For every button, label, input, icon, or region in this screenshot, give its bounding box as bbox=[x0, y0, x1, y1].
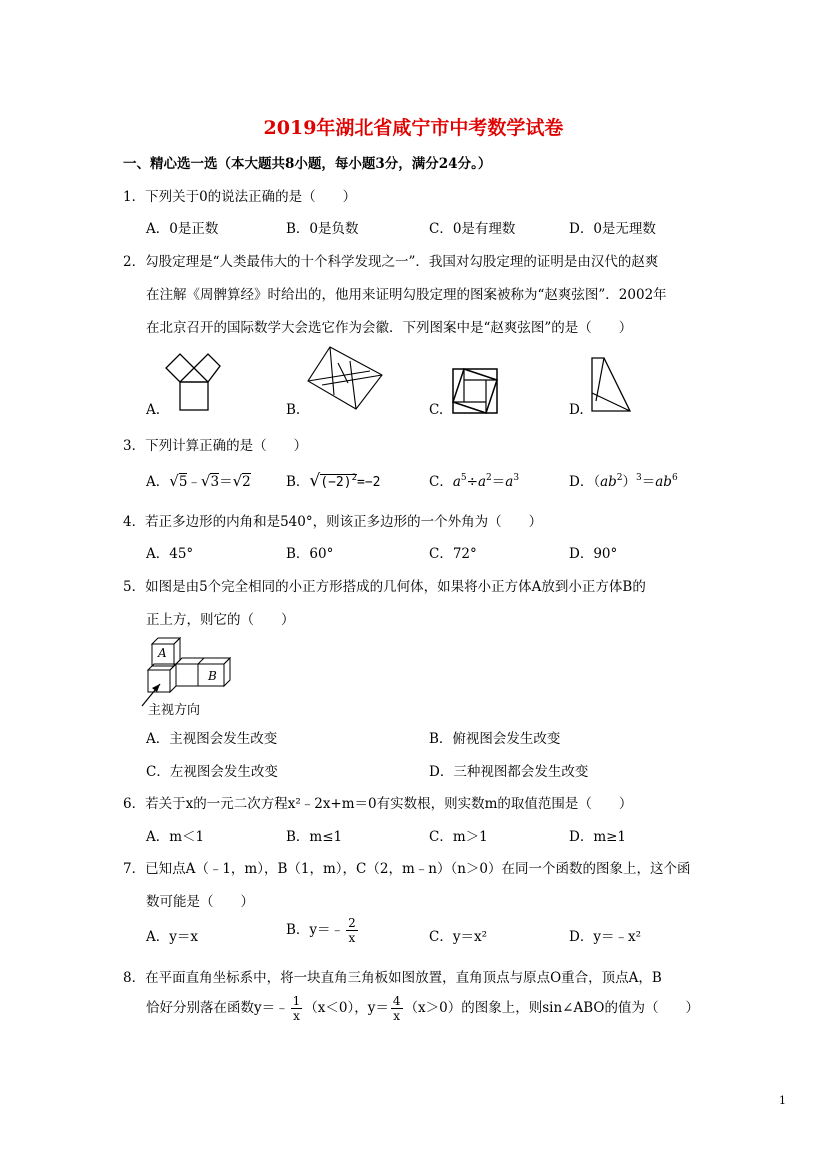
q5-option-c: C．左视图会发生改变 bbox=[146, 764, 278, 780]
q4-option-a: A．45° bbox=[146, 546, 194, 562]
q5-option-b: B．俯视图会发生改变 bbox=[429, 731, 561, 747]
q6-option-c: C．m＞1 bbox=[429, 829, 488, 845]
q6-option-a: A．m＜1 bbox=[146, 829, 205, 845]
q3-a-radicand-3: 2 bbox=[242, 474, 251, 490]
q8-fraction-1-denominator: x bbox=[293, 1009, 300, 1023]
q3-b-exponent: 2 bbox=[351, 473, 357, 483]
q2-option-d-label: D. bbox=[569, 402, 584, 418]
page-title: 2019年湖北省咸宁市中考数学试卷 bbox=[263, 117, 564, 139]
q7-b-numerator: 2 bbox=[348, 916, 356, 930]
q3-c-var-1: a bbox=[452, 474, 461, 490]
question-5-line-2: 正上方，则它的（ ） bbox=[146, 612, 295, 628]
q5-view-direction-caption: 主视方向 bbox=[148, 703, 201, 718]
q3-d-exp-2: 3 bbox=[636, 473, 642, 483]
q5-cube-label-b: B bbox=[208, 669, 217, 683]
q6-option-b: B．m≤1 bbox=[286, 829, 343, 845]
question-2-line-2: 在注解《周髀算经》时给出的，他用来证明勾股定理的图案被称为“赵爽弦图”．2002年 bbox=[146, 287, 667, 303]
q8-fraction-1 bbox=[291, 994, 303, 1023]
q2-figure-b bbox=[308, 345, 384, 411]
q4-option-d: D．90° bbox=[569, 546, 618, 562]
q3-c-exp-1: 5 bbox=[460, 473, 467, 483]
question-1-stem: 1．下列关于0的说法正确的是（ ） bbox=[123, 189, 357, 205]
q7-option-b bbox=[286, 916, 360, 945]
q3-c-exp-2: 2 bbox=[486, 473, 492, 483]
q8-fraction-1-numerator: 1 bbox=[292, 994, 301, 1008]
q3-option-d bbox=[569, 470, 678, 490]
q3-d-exp-3: 6 bbox=[671, 473, 678, 483]
question-7-line-2: 数可能是（ ） bbox=[146, 894, 254, 910]
question-7-line-1: 7．已知点A（﹣1，m），B（1，m），C（2，m﹣n）（n＞0）在同一个函数的图象上，这个函 bbox=[123, 861, 691, 877]
q3-c-divide: ÷ bbox=[466, 474, 478, 490]
q1-option-b: B．0是负数 bbox=[286, 221, 359, 237]
q2-option-a-label: A. bbox=[146, 402, 161, 418]
q8-line-2-middle: （x＜0），y＝ bbox=[304, 1000, 389, 1016]
q7-option-a: A．y＝x bbox=[146, 929, 198, 945]
q5-cube-label-a: A bbox=[158, 646, 167, 660]
q3-option-b: B．$√(-2)^2=-2$ bbox=[286, 471, 381, 491]
q3-b-prefix: B． bbox=[286, 474, 310, 490]
q3-d-close-paren: ） bbox=[622, 474, 637, 490]
q3-b-radicand: (−2) bbox=[320, 475, 352, 490]
q3-a-radicand-1: 5 bbox=[178, 474, 188, 490]
question-6-stem: 6．若关于x的一元二次方程x²﹣2x+m＝0有实数根，则实数m的取值范围是（ ） bbox=[123, 796, 633, 812]
q8-fraction-2-numerator: 4 bbox=[392, 994, 401, 1008]
question-3-stem: 3．下列计算正确的是（ ） bbox=[123, 438, 308, 454]
q7-option-c: C．y＝x² bbox=[429, 929, 487, 945]
q3-a-minus: ﹣ bbox=[187, 474, 201, 490]
q2-figure-c bbox=[452, 368, 498, 414]
q2-figure-d bbox=[588, 355, 632, 413]
q3-c-equals: ＝ bbox=[491, 474, 506, 490]
question-5-line-1: 5．如图是由5个完全相同的小正方形搭成的几何体，如果将小正方体A放到小正方体B的 bbox=[123, 579, 646, 595]
question-8-line-2 bbox=[146, 994, 699, 1023]
q7-b-fraction bbox=[346, 916, 358, 945]
question-2-line-3: 在北京召开的国际数学大会选它作为会徽．下列图案中是“赵爽弦图”的是（ ） bbox=[146, 320, 633, 336]
q8-fraction-2 bbox=[391, 994, 403, 1023]
q5-option-d: D．三种视图都会发生改变 bbox=[429, 764, 589, 780]
q6-option-d: D．m≥1 bbox=[569, 829, 627, 845]
q3-d-prefix: D．（ bbox=[569, 474, 601, 490]
q8-line-2-start: 恰好分别落在函数y＝﹣ bbox=[146, 1000, 289, 1016]
q3-d-var-2: ab bbox=[655, 474, 672, 490]
q3-a-equals: ＝ bbox=[219, 474, 233, 490]
page-number: 1 bbox=[779, 1094, 786, 1107]
q1-option-c: C．0是有理数 bbox=[429, 221, 516, 237]
q1-option-a: A．0是正数 bbox=[146, 221, 219, 237]
question-4-stem: 4．若正多边形的内角和是540°，则该正多边形的一个外角为（ ） bbox=[123, 514, 543, 530]
question-8-line-1: 8．在平面直角坐标系中，将一块直角三角板如图放置，直角顶点与原点O重合，顶点A，B bbox=[123, 970, 662, 986]
q3-c-prefix: C． bbox=[429, 474, 453, 490]
q3-option-a: A．√5﹣√3＝√2 bbox=[146, 472, 251, 490]
q3-b-result: =−2 bbox=[357, 475, 381, 490]
question-2-line-1: 2．勾股定理是“人类最伟大的十个科学发现之一”．我国对勾股定理的证明是由汉代的赵爽 bbox=[123, 254, 659, 270]
section-heading: 一、精心选一选（本大题共8小题，每小题3分，满分24分。） bbox=[123, 156, 492, 172]
q5-option-a: A．主视图会发生改变 bbox=[146, 731, 278, 747]
q3-d-exp-1: 2 bbox=[616, 473, 623, 483]
q3-a-radicand-2: 3 bbox=[210, 474, 220, 490]
q7-b-prefix: B．y＝﹣ bbox=[286, 922, 345, 938]
q4-option-b: B．60° bbox=[286, 546, 334, 562]
q3-d-var-1: ab bbox=[600, 474, 617, 490]
q7-option-d: D．y＝﹣x² bbox=[569, 929, 641, 945]
q3-option-c bbox=[429, 470, 519, 490]
q3-c-exp-3: 3 bbox=[513, 473, 520, 483]
q3-c-var-2: a bbox=[477, 474, 487, 490]
q2-figure-a bbox=[160, 348, 220, 412]
q2-option-b-label: B. bbox=[286, 402, 301, 418]
q8-fraction-2-denominator: x bbox=[393, 1009, 401, 1023]
q3-a-prefix: A． bbox=[146, 474, 170, 490]
q3-d-equals: ＝ bbox=[641, 474, 656, 490]
q1-option-d: D．0是无理数 bbox=[569, 221, 656, 237]
q8-line-2-end: （x＞0）的图象上，则sin∠ABO的值为（ ） bbox=[404, 1000, 699, 1016]
q7-b-denominator: x bbox=[348, 931, 356, 945]
q3-c-var-3: a bbox=[505, 474, 514, 490]
q2-option-c-label: C. bbox=[429, 402, 444, 418]
q4-option-c: C．72° bbox=[429, 546, 477, 562]
